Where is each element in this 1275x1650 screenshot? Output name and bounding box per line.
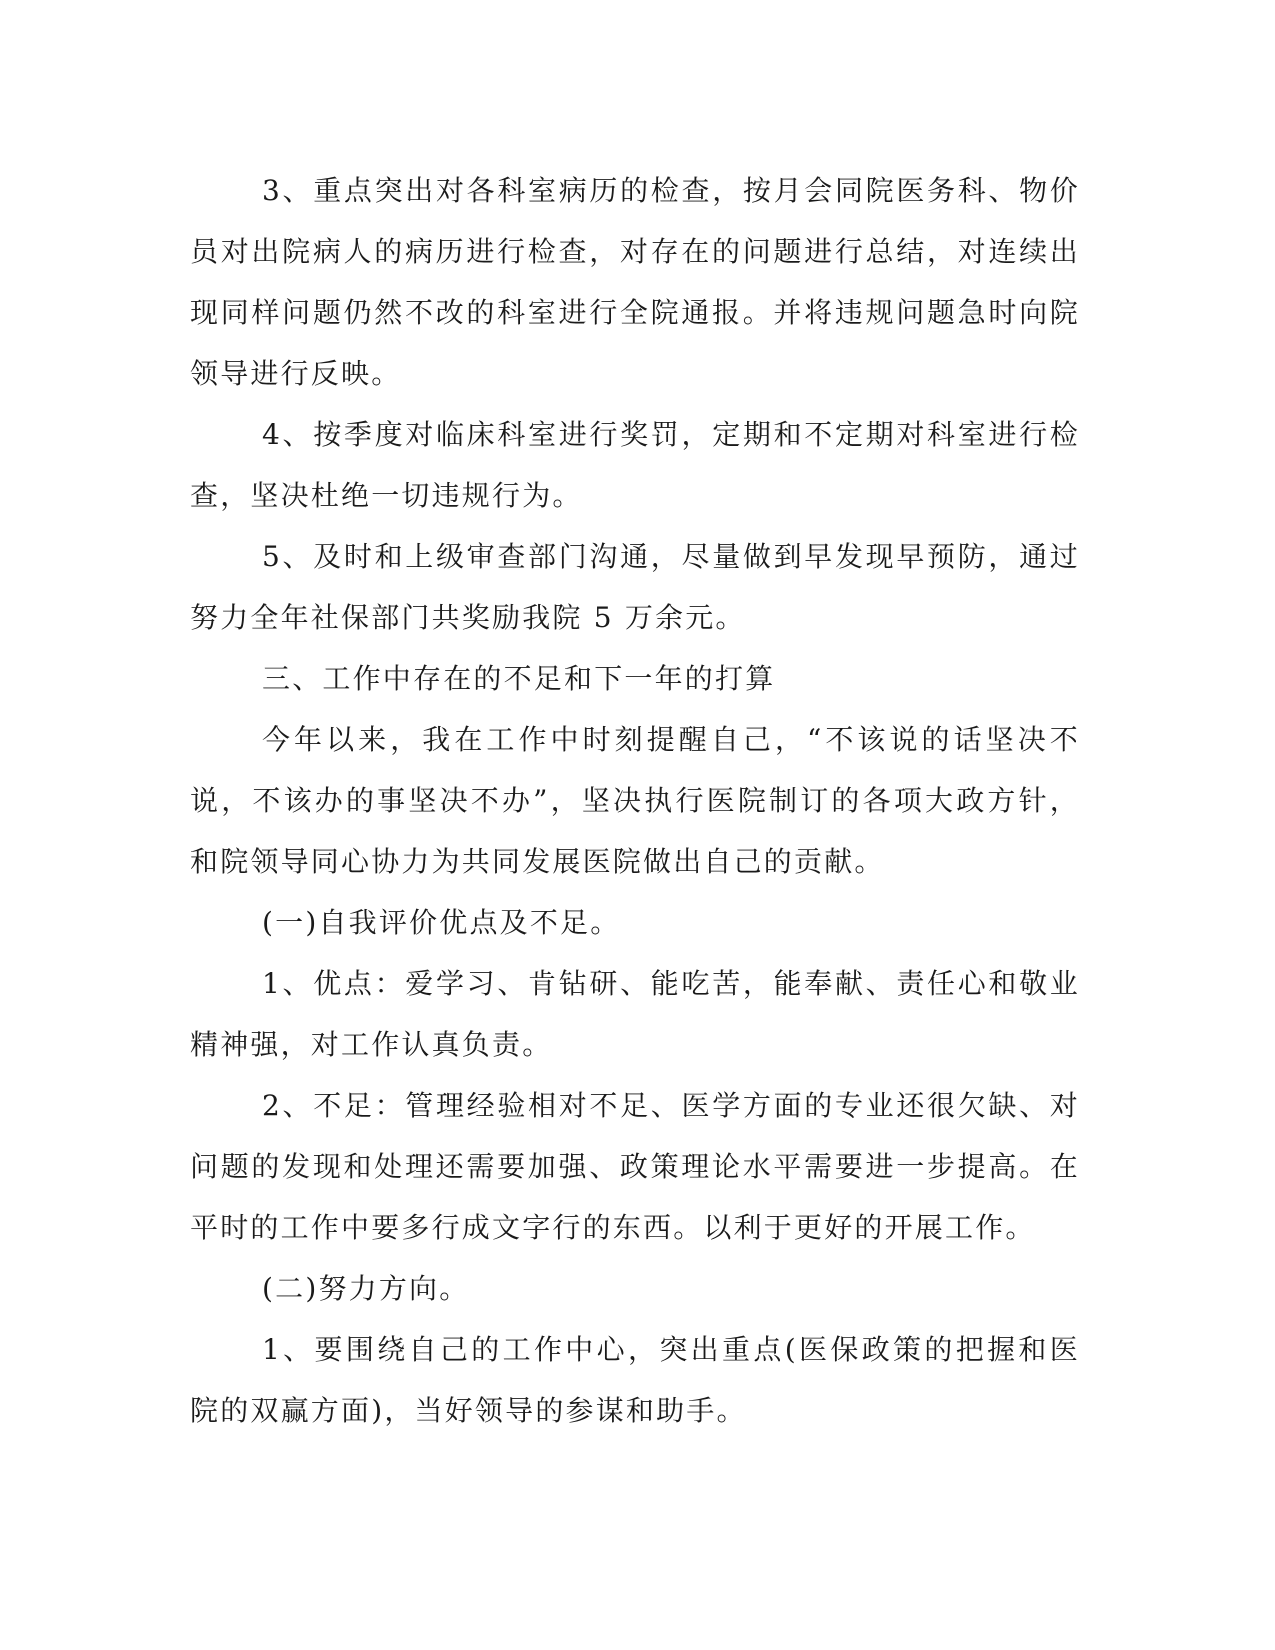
- subheading-direction: (二)努力方向。: [262, 1272, 470, 1305]
- section-heading-shortcomings-plan: 三、工作中存在的不足和下一年的打算: [262, 662, 776, 695]
- document-body: [190, 160, 1080, 1441]
- paragraph-weaknesses: 2、不足：管理经验相对不足、医学方面的专业还很欠缺、对问题的发现和处理还需要加强、政策理论水平需要进一步提高。在平时的工作中要多行成文字行的东西。以利于更好的开展工作。: [190, 1089, 1080, 1244]
- paragraph-item-5-communication: 5、及时和上级审查部门沟通，尽量做到早发现早预防，通过努力全年社保部门共奖励我院 5 万余元。: [190, 540, 1080, 634]
- paragraph-strengths: 1、优点：爱学习、肯钻研、能吃苦，能奉献、责任心和敬业精神强，对工作认真负责。: [190, 967, 1080, 1061]
- paragraph-focus-work-center: 1、要围绕自己的工作中心，突出重点(医保政策的把握和医院的双赢方面)，当好领导的参谋和助手。: [190, 1333, 1080, 1427]
- paragraph-self-reminder: 今年以来，我在工作中时刻提醒自己，“不该说的话坚决不说，不该办的事坚决不办”，坚决执行医院制订的各项大政方针，和院领导同心协力为共同发展医院做出自己的贡献。: [190, 723, 1080, 878]
- paragraph-item-4-quarterly-rewards: 4、按季度对临床科室进行奖罚，定期和不定期对科室进行检查，坚决杜绝一切违规行为。: [190, 418, 1080, 512]
- paragraph-item-3-record-check: 3、重点突出对各科室病历的检查，按月会同院医务科、物价员对出院病人的病历进行检查，对存在的问题进行总结，对连续出现同样问题仍然不改的科室进行全院通报。并将违规问题急时向院领导进行反映。: [190, 174, 1080, 390]
- subheading-self-evaluation: (一)自我评价优点及不足。: [262, 906, 621, 939]
